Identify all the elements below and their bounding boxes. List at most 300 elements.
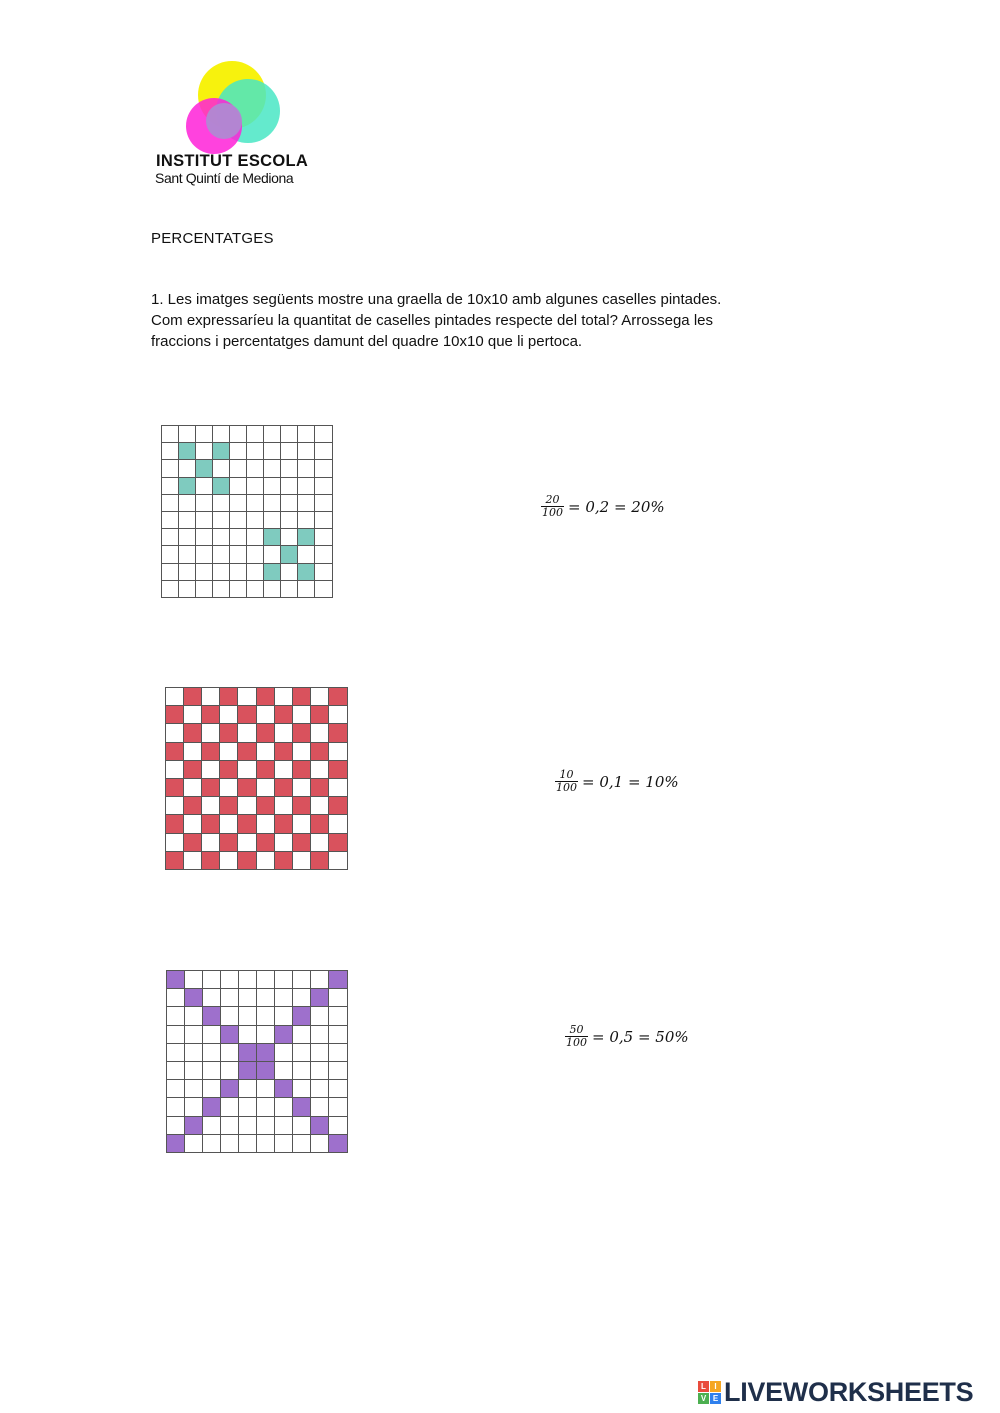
grid-cell [264, 478, 281, 495]
grid-10x10-teal[interactable] [161, 425, 333, 598]
grid-cell [257, 852, 275, 869]
grid-cell [264, 512, 281, 529]
grid-cell-filled [257, 834, 275, 852]
grid-cell [185, 1062, 203, 1080]
grid-cell-filled [275, 743, 293, 761]
logo-name: INSTITUT ESCOLA [156, 152, 309, 170]
grid-cell-filled [202, 852, 220, 869]
grid-cell [230, 512, 247, 529]
grid-cell [213, 546, 230, 563]
grid-cell [257, 1026, 275, 1044]
grid-cell-filled [196, 460, 213, 477]
grid-cell-filled [311, 779, 329, 797]
grid-cell [179, 546, 196, 563]
instruction-line: Com expressaríeu la quantitat de caselles pintades respecte del total? Arrossega les [151, 312, 713, 329]
grid-cell-filled [329, 834, 347, 852]
grid-cell-filled [257, 1062, 275, 1080]
grid-cell-filled [184, 724, 202, 742]
grid-cell [166, 724, 184, 742]
grid-cell [315, 546, 332, 563]
grid-cell [184, 815, 202, 833]
grid-cell [213, 495, 230, 512]
fraction [555, 769, 578, 794]
grid-cell [184, 779, 202, 797]
grid-cell [166, 797, 184, 815]
grid-cell [184, 706, 202, 724]
grid-cell [315, 495, 332, 512]
grid-cell [239, 1117, 257, 1135]
grid-cell-filled [203, 1007, 221, 1025]
instruction-line: fraccions i percentatges damunt del quadre 10x10 que li pertoca. [151, 333, 583, 350]
grid-cell [196, 443, 213, 460]
grid-cell-filled [202, 743, 220, 761]
grid-cell [179, 581, 196, 597]
grid-cell [257, 1098, 275, 1116]
numerator: 10 [559, 768, 574, 781]
grid-cell [311, 797, 329, 815]
grid-cell [230, 529, 247, 546]
grid-cell-filled [166, 706, 184, 724]
denominator: 100 [566, 1036, 587, 1049]
grid-cell [281, 512, 298, 529]
grid-cell [203, 971, 221, 989]
grid-cell [275, 971, 293, 989]
grid-cell [247, 529, 264, 546]
grid-cell [167, 1007, 185, 1025]
grid-cell [298, 426, 315, 443]
grid-cell [213, 426, 230, 443]
grid-cell [162, 426, 179, 443]
grid-cell-filled [166, 852, 184, 869]
grid-cell [293, 1062, 311, 1080]
grid-cell [329, 743, 347, 761]
grid-cell [184, 852, 202, 869]
grid-cell [221, 1007, 239, 1025]
grid-cell [281, 478, 298, 495]
grid-cell [230, 443, 247, 460]
grid-cell-filled [238, 815, 256, 833]
grid-cell [329, 1117, 347, 1135]
grid-cell [221, 1117, 239, 1135]
grid-cell [179, 495, 196, 512]
grid-cell [298, 443, 315, 460]
grid-cell-filled [275, 815, 293, 833]
grid-cell-filled [311, 815, 329, 833]
grid-cell [281, 460, 298, 477]
grid-cell-filled [184, 761, 202, 779]
grid-cell [213, 564, 230, 581]
grid-cell [167, 1080, 185, 1098]
grid-cell [257, 779, 275, 797]
grid-cell [311, 761, 329, 779]
grid-cell [329, 1007, 347, 1025]
grid-cell-filled [293, 688, 311, 706]
grid-cell [247, 564, 264, 581]
grid-cell [247, 581, 264, 597]
grid-cell [311, 1135, 329, 1152]
grid-cell [329, 815, 347, 833]
grid-cell [202, 724, 220, 742]
grid-cell [213, 581, 230, 597]
grid-cell-filled [167, 971, 185, 989]
liveworksheets-logo-icon [698, 1381, 721, 1404]
grid-cell-filled [184, 834, 202, 852]
answer-card-50[interactable] [565, 1024, 689, 1049]
grid-cell-filled [167, 1135, 185, 1152]
grid-cell [275, 761, 293, 779]
answer-equivalences: = 0,2 = 20% [568, 497, 665, 516]
grid-cell-filled [238, 779, 256, 797]
grid-cell [311, 688, 329, 706]
grid-cell [166, 761, 184, 779]
grid-cell [293, 1135, 311, 1152]
grid-cell [293, 971, 311, 989]
grid-cell-filled [238, 852, 256, 869]
grid-cell [311, 1098, 329, 1116]
grid-cell-filled [329, 1135, 347, 1152]
grid-cell [275, 1007, 293, 1025]
grid-cell [329, 779, 347, 797]
grid-cell [196, 529, 213, 546]
grid-cell [298, 478, 315, 495]
grid-cell [179, 426, 196, 443]
grid-cell [230, 478, 247, 495]
grid-cell-filled [275, 779, 293, 797]
grid-cell-filled [257, 688, 275, 706]
grid-cell [257, 1135, 275, 1152]
grid-cell [281, 581, 298, 597]
grid-cell-filled [311, 743, 329, 761]
grid-cell [264, 581, 281, 597]
grid-cell [264, 426, 281, 443]
instructions [151, 289, 871, 352]
grid-cell [230, 581, 247, 597]
grid-cell [179, 460, 196, 477]
grid-cell-filled [213, 443, 230, 460]
fraction [541, 494, 564, 519]
grid-cell [298, 460, 315, 477]
grid-cell [275, 724, 293, 742]
grid-cell-filled [166, 779, 184, 797]
grid-cell [196, 426, 213, 443]
denominator: 100 [556, 781, 577, 794]
grid-cell [230, 564, 247, 581]
grid-cell [329, 1026, 347, 1044]
grid-cell [220, 852, 238, 869]
grid-cell-filled [257, 797, 275, 815]
grid-cell [166, 688, 184, 706]
grid-cell [196, 512, 213, 529]
grid-cell [329, 1080, 347, 1098]
grid-cell [293, 779, 311, 797]
answer-card-10[interactable] [555, 769, 679, 794]
grid-cell-filled [257, 724, 275, 742]
grid-cell [293, 1080, 311, 1098]
grid-cell [220, 706, 238, 724]
answer-equivalences: = 0,5 = 50% [592, 1027, 689, 1046]
grid-cell [185, 1026, 203, 1044]
badge-letter: I [710, 1381, 721, 1392]
grid-cell [329, 989, 347, 1007]
grid-cell-filled [281, 546, 298, 563]
grid-cell [185, 971, 203, 989]
grid-cell [185, 1135, 203, 1152]
grid-cell [247, 460, 264, 477]
grid-cell [239, 1135, 257, 1152]
grid-cell [329, 852, 347, 869]
grid-cell [293, 815, 311, 833]
grid-cell-filled [311, 1117, 329, 1135]
grid-cell [298, 581, 315, 597]
grid-cell [311, 1026, 329, 1044]
grid-cell [167, 1044, 185, 1062]
liveworksheets-brand [698, 1377, 973, 1408]
grid-cell [239, 971, 257, 989]
grid-cell [221, 1044, 239, 1062]
grid-cell [293, 1026, 311, 1044]
grid-cell [162, 546, 179, 563]
grid-cell [311, 1062, 329, 1080]
grid-cell [329, 1098, 347, 1116]
grid-cell [162, 564, 179, 581]
grid-cell [257, 971, 275, 989]
grid-cell-filled [257, 1044, 275, 1062]
grid-cell [184, 743, 202, 761]
grid-cell [311, 724, 329, 742]
grid-cell [311, 1080, 329, 1098]
grid-cell [293, 852, 311, 869]
grid-cell [275, 688, 293, 706]
grid-cell [257, 706, 275, 724]
grid-cell [281, 495, 298, 512]
grid-cell [298, 512, 315, 529]
answer-card-20[interactable] [541, 494, 665, 519]
grid-cell [185, 1080, 203, 1098]
grid-cell [238, 761, 256, 779]
badge-letter: L [698, 1381, 709, 1392]
grid-cell [239, 1026, 257, 1044]
grid-cell-filled [220, 761, 238, 779]
grid-cell [257, 815, 275, 833]
grid-cell [167, 1117, 185, 1135]
grid-cell [275, 1044, 293, 1062]
grid-cell [247, 478, 264, 495]
grid-cell [213, 512, 230, 529]
grid-cell [196, 546, 213, 563]
grid-cell-filled [275, 852, 293, 869]
grid-cell-filled [184, 688, 202, 706]
numerator: 50 [569, 1023, 584, 1036]
grid-cell-filled [202, 815, 220, 833]
grid-cell [264, 460, 281, 477]
grid-cell [221, 1098, 239, 1116]
grid-cell [311, 971, 329, 989]
grid-cell [257, 743, 275, 761]
grid-cell [264, 443, 281, 460]
grid-cell [202, 834, 220, 852]
grid-cell [311, 834, 329, 852]
grid-cell-filled [298, 564, 315, 581]
instruction-line: 1. Les imatges següents mostre una graella de 10x10 amb algunes caselles pintades. [151, 291, 722, 308]
grid-cell [185, 1007, 203, 1025]
grid-cell-filled [298, 529, 315, 546]
grid-cell-filled [238, 706, 256, 724]
grid-cell [315, 478, 332, 495]
grid-cell [247, 512, 264, 529]
grid-cell-filled [275, 1080, 293, 1098]
grid-10x10-red[interactable] [165, 687, 348, 870]
grid-cell-filled [311, 706, 329, 724]
grid-cell [196, 581, 213, 597]
grid-cell [203, 989, 221, 1007]
grid-cell-filled [166, 815, 184, 833]
grid-cell [281, 564, 298, 581]
page-title: PERCENTATGES [151, 230, 274, 247]
grid-cell-filled [179, 443, 196, 460]
logo-circles-icon [184, 60, 284, 155]
grid-cell [275, 1117, 293, 1135]
logo-subtitle: Sant Quintí de Mediona [155, 170, 294, 186]
grid-cell [264, 495, 281, 512]
grid-cell-filled [329, 688, 347, 706]
grid-cell [162, 495, 179, 512]
grid-cell-filled [179, 478, 196, 495]
grid-cell-filled [329, 971, 347, 989]
grid-cell [293, 1117, 311, 1135]
grid-cell [230, 495, 247, 512]
answer-equivalences: = 0,1 = 10% [582, 772, 679, 791]
grid-cell-filled [329, 797, 347, 815]
grid-10x10-purple[interactable] [166, 970, 348, 1153]
grid-cell [329, 1062, 347, 1080]
grid-cell-filled [238, 743, 256, 761]
grid-cell-filled [220, 834, 238, 852]
grid-cell [230, 460, 247, 477]
grid-cell [238, 797, 256, 815]
grid-cell [293, 989, 311, 1007]
grid-cell [275, 989, 293, 1007]
grid-cell [179, 529, 196, 546]
grid-cell [238, 834, 256, 852]
grid-cell [264, 546, 281, 563]
grid-cell [202, 688, 220, 706]
grid-cell [281, 443, 298, 460]
grid-cell [311, 1044, 329, 1062]
grid-cell-filled [220, 724, 238, 742]
brand-name: LIVEWORKSHEETS [724, 1377, 974, 1407]
grid-cell [315, 581, 332, 597]
grid-cell-filled [220, 797, 238, 815]
grid-cell-filled [185, 1117, 203, 1135]
grid-cell-filled [293, 761, 311, 779]
grid-cell [167, 1062, 185, 1080]
grid-cell [202, 761, 220, 779]
grid-cell [167, 1098, 185, 1116]
grid-cell [257, 989, 275, 1007]
grid-cell-filled [166, 743, 184, 761]
badge-letter: V [698, 1393, 709, 1404]
grid-cell [315, 443, 332, 460]
grid-cell-filled [264, 529, 281, 546]
grid-cell [220, 815, 238, 833]
grid-cell [196, 495, 213, 512]
grid-cell-filled [221, 1026, 239, 1044]
grid-cell-filled [202, 779, 220, 797]
grid-cell [329, 1044, 347, 1062]
grid-cell [221, 1135, 239, 1152]
grid-cell [281, 426, 298, 443]
grid-cell [162, 443, 179, 460]
grid-cell [196, 478, 213, 495]
grid-cell [315, 460, 332, 477]
grid-cell [275, 834, 293, 852]
grid-cell [221, 971, 239, 989]
grid-cell [257, 1117, 275, 1135]
grid-cell [257, 1080, 275, 1098]
grid-cell [293, 743, 311, 761]
grid-cell [311, 1007, 329, 1025]
grid-cell [167, 989, 185, 1007]
grid-cell [315, 564, 332, 581]
grid-cell-filled [239, 1062, 257, 1080]
grid-cell [202, 797, 220, 815]
grid-cell-filled [311, 989, 329, 1007]
school-logo [150, 60, 320, 190]
grid-cell [239, 989, 257, 1007]
grid-cell-filled [202, 706, 220, 724]
grid-cell [257, 1007, 275, 1025]
grid-cell-filled [213, 478, 230, 495]
grid-cell [203, 1044, 221, 1062]
grid-cell [213, 460, 230, 477]
grid-cell [238, 724, 256, 742]
grid-cell-filled [329, 761, 347, 779]
grid-cell-filled [293, 797, 311, 815]
badge-letter: E [710, 1393, 721, 1404]
grid-cell [162, 478, 179, 495]
grid-cell [162, 512, 179, 529]
fraction [565, 1024, 588, 1049]
grid-cell-filled [203, 1098, 221, 1116]
grid-cell-filled [185, 989, 203, 1007]
grid-cell-filled [293, 1098, 311, 1116]
grid-cell [162, 529, 179, 546]
grid-cell [221, 989, 239, 1007]
grid-cell [167, 1026, 185, 1044]
grid-cell [203, 1135, 221, 1152]
denominator: 100 [542, 506, 563, 519]
grid-cell [185, 1098, 203, 1116]
grid-cell-filled [220, 688, 238, 706]
grid-cell [239, 1098, 257, 1116]
grid-cell-filled [293, 724, 311, 742]
grid-cell [230, 546, 247, 563]
numerator: 20 [545, 493, 560, 506]
grid-cell [298, 495, 315, 512]
grid-cell [196, 564, 213, 581]
grid-cell [247, 546, 264, 563]
grid-cell [247, 443, 264, 460]
grid-cell [298, 546, 315, 563]
grid-cell [239, 1080, 257, 1098]
grid-cell-filled [221, 1080, 239, 1098]
grid-cell [203, 1080, 221, 1098]
grid-cell [293, 706, 311, 724]
grid-cell [281, 529, 298, 546]
grid-cell [275, 1098, 293, 1116]
grid-cell [293, 1044, 311, 1062]
grid-cell-filled [329, 724, 347, 742]
